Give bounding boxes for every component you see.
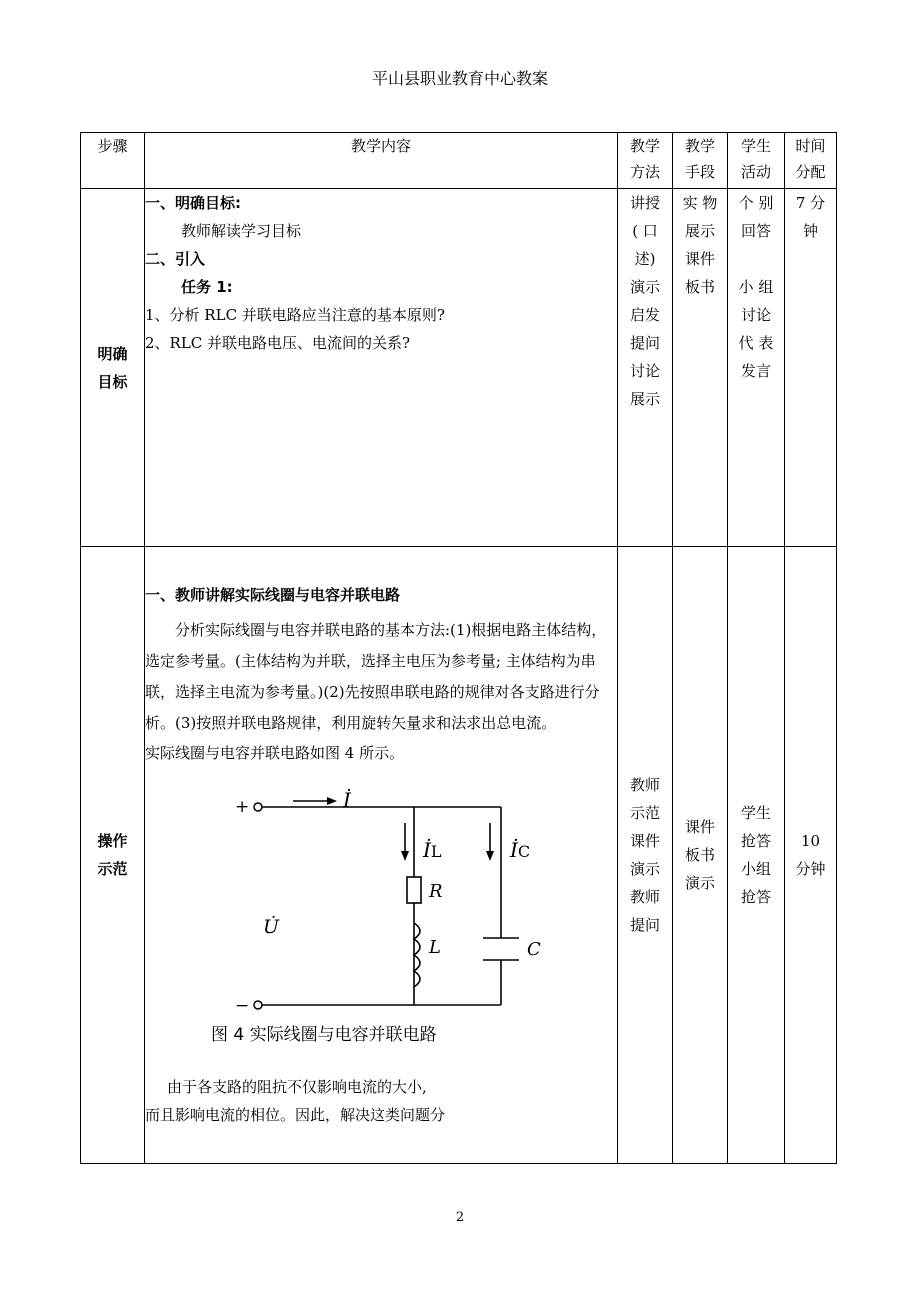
terminal-minus: −: [235, 996, 250, 1016]
table-header-row: [81, 133, 837, 189]
figure-reference: 实际线圈与电容并联电路如图 4 所示。: [145, 744, 405, 762]
table-row: [81, 189, 837, 547]
header-method: 教学 方法: [618, 133, 673, 189]
page-number: 2: [455, 1210, 465, 1225]
question-2: 2、RLC 并联电路电压、电流间的关系?: [145, 334, 411, 352]
question-1: 1、分析 RLC 并联电路应当注意的基本原则?: [145, 306, 445, 324]
header-activity: 学生 活动: [728, 133, 785, 189]
activity-cell: 学生 抢答 小组 抢答: [728, 547, 785, 1164]
circuit-diagram: [215, 773, 615, 1023]
method-cell: 讲授 ( 口 述) 演示 启发 提问 讨论 展示: [618, 189, 673, 547]
step-cell-objectives: 明确 目标: [81, 189, 145, 547]
figure-caption: 图 4 实际线圈与电容并联电路: [211, 1025, 437, 1045]
label-capacitor: C: [527, 939, 541, 960]
step-cell-demo: 操作 示范: [81, 547, 145, 1164]
lesson-plan-table: [80, 132, 837, 1164]
document-title: 平山县职业教育中心教案: [371, 69, 548, 88]
label-resistor: R: [429, 881, 443, 902]
section-heading: 一、教师讲解实际线圈与电容并联电路: [145, 586, 401, 604]
activity-cell: 个 别 回答 小 组 讨论 代 表 发言: [728, 189, 785, 547]
header-step: 步骤: [81, 133, 145, 189]
label-branch-current-l: İL: [423, 838, 442, 862]
label-inductor: L: [429, 937, 441, 958]
paragraph: 分析实际线圈与电容并联电路的基本方法:(1)根据电路主体结构，选定参考量。(主体结构为并联，选择主电压为参考量; 主体结构为串联，选择主电流为参考量。)(2)先按照串联电路的规律对各支路进行分析。(3)按照并联电路规律，利用旋转矢量求和法求出总电流。: [145, 621, 607, 732]
terminal-plus: +: [235, 797, 250, 817]
table-row: [81, 547, 837, 1164]
means-cell: 实 物 展示 课件 板书: [673, 189, 728, 547]
method-cell: 教师 示范 课件 演示 教师 提问: [618, 547, 673, 1164]
time-cell: 10 分钟: [785, 547, 837, 1164]
section-heading: 二、引入: [145, 250, 206, 268]
text-line: 教师解读学习目标: [181, 222, 302, 240]
paragraph-line: 而且影响电流的相位。因此，解决这类问题分: [145, 1106, 446, 1124]
content-cell-objectives: [145, 189, 618, 547]
task-label: 任务 1:: [181, 278, 233, 296]
paragraph-line: 由于各支路的阻抗不仅影响电流的大小,: [167, 1078, 427, 1096]
section-heading: 一、明确目标:: [145, 194, 241, 212]
label-total-current: İ: [343, 788, 351, 812]
header-means: 教学 手段: [673, 133, 728, 189]
header-content: 教学内容: [145, 133, 618, 189]
label-voltage: U̇: [263, 916, 280, 938]
means-cell: 课件 板书 演示: [673, 547, 728, 1164]
label-branch-current-c: İC: [510, 838, 531, 862]
header-time: 时间 分配: [785, 133, 837, 189]
content-cell-demo: [145, 547, 618, 1164]
time-cell: 7 分 钟: [785, 189, 837, 547]
